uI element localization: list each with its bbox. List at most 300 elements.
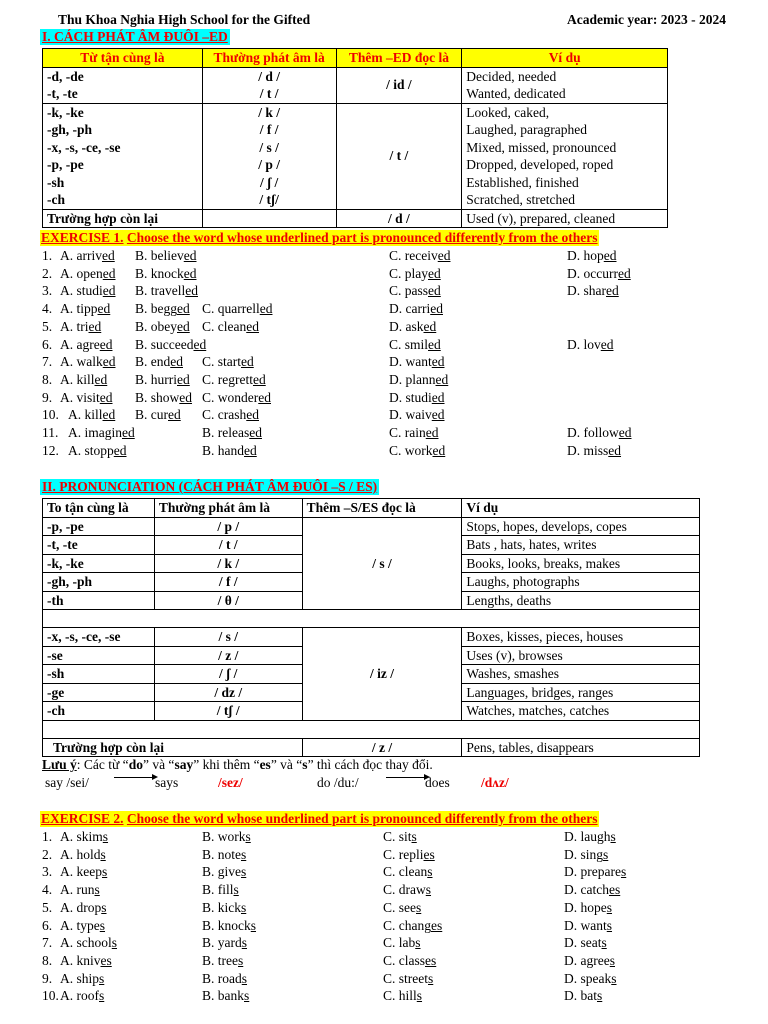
answer-option: [383, 847, 435, 863]
underlined-part: s: [411, 829, 417, 844]
underlined-part: s: [416, 899, 422, 915]
question-number: 2.: [42, 846, 53, 862]
underlined-part: ed: [99, 336, 113, 352]
answer-option: [60, 900, 107, 916]
option-text: C. receiv: [389, 248, 438, 263]
answer-option: [60, 988, 104, 1004]
ending-cell: -x, -s, -ce, -se: [43, 139, 203, 157]
answer-option: [60, 372, 107, 388]
underlined-part: s: [416, 988, 423, 1004]
underlined-part: ed: [241, 354, 254, 370]
underlined-part: ed: [258, 389, 271, 405]
question-number: 8.: [42, 952, 53, 968]
example-cell: Watches, matches, catches: [462, 702, 700, 721]
answer-option: [202, 829, 251, 845]
option-text: D. hop: [567, 248, 604, 263]
answer-option: [135, 283, 198, 299]
underlined-part: ed: [259, 301, 273, 317]
answer-option: [60, 337, 112, 353]
option-text: B. begg: [135, 301, 177, 317]
ending-cell: -p, -pe: [43, 156, 203, 174]
underlined-part: ed: [437, 248, 451, 263]
question-row: [42, 390, 742, 408]
note-do: do: [128, 757, 143, 772]
result-cell: / s /: [302, 517, 462, 610]
answer-option: [389, 354, 445, 370]
underlined-part: s: [238, 952, 244, 968]
col-header: Ví dụ: [462, 499, 700, 518]
option-text: B. succeed: [135, 336, 194, 352]
option-text: C. hill: [383, 988, 417, 1004]
option-text: B. bank: [202, 988, 244, 1004]
option-text: C. clean: [383, 864, 428, 880]
underlined-part: ed: [432, 442, 446, 458]
underlined-part: s: [245, 829, 251, 844]
underlined-part: ed: [99, 389, 113, 405]
ending-cell: -t, -te: [43, 536, 155, 555]
sound-cell: / k /: [154, 554, 302, 573]
underlined-part: ed: [252, 371, 266, 387]
answer-option: [68, 407, 115, 423]
question-number: 11.: [42, 425, 59, 440]
answer-option: [383, 918, 442, 934]
option-text: A. imagin: [68, 425, 122, 440]
example-cell: Looked, caked,: [462, 103, 668, 121]
question-row: [42, 900, 742, 918]
underlined-part: s: [597, 988, 603, 1004]
sound-cell: / p /: [202, 156, 336, 174]
sound-cell: / t /: [154, 536, 302, 555]
underlined-part: ed: [428, 336, 441, 352]
option-text: C. chang: [383, 917, 431, 933]
question-row: [42, 372, 742, 390]
option-text: C. work: [389, 442, 433, 458]
question-row: [42, 354, 742, 372]
does-word: does: [425, 775, 450, 790]
underlined-part: ed: [244, 442, 257, 458]
result-cell: / iz /: [302, 628, 462, 721]
underlined-part: ed: [101, 248, 115, 263]
option-text: C. quarrell: [202, 301, 260, 317]
question-row: [42, 425, 742, 443]
option-text: A. type: [60, 917, 100, 933]
option-text: C. pass: [389, 283, 429, 299]
answer-option: [60, 918, 105, 934]
example-cell: Wanted, dedicated: [462, 85, 668, 103]
question-number: 8.: [42, 371, 53, 387]
option-text: A. open: [60, 265, 103, 281]
academic-year-label: Academic year: [567, 12, 653, 27]
underlined-part: ed: [177, 371, 190, 387]
option-text: C. play: [389, 265, 428, 281]
answer-option: [564, 988, 602, 1004]
option-text: B. show: [135, 389, 180, 405]
col-header: Thêm –S/ES đọc là: [302, 499, 462, 518]
underlined-part: s: [606, 899, 613, 915]
option-text: B. kick: [202, 899, 241, 915]
option-text: A. roof: [60, 988, 99, 1004]
ending-cell: -x, -s, -ce, -se: [43, 628, 155, 647]
option-text: B. work: [202, 829, 246, 844]
answer-option: [567, 248, 617, 264]
option-text: C. street: [383, 970, 428, 986]
option-text: D. plann: [389, 371, 436, 387]
underlined-part: s: [606, 917, 613, 933]
arrow-icon: [114, 777, 156, 778]
option-text: D. prepare: [564, 864, 621, 880]
answer-option: [60, 248, 115, 264]
section1-title: I. CÁCH PHÁT ÂM ĐUÔI –ED: [42, 29, 228, 44]
ending-cell: -d, -de: [43, 67, 203, 85]
option-text: C. see: [383, 899, 416, 915]
question-number: 1.: [42, 248, 53, 263]
option-text: B. knock: [202, 917, 251, 933]
option-text: D. hope: [564, 899, 607, 915]
ending-cell: -k, -ke: [43, 554, 155, 573]
answer-option: [564, 953, 615, 969]
underlined-part: s: [620, 864, 627, 880]
sound-cell: / d /: [202, 67, 336, 85]
option-text: D. sing: [564, 846, 604, 862]
option-text: A. kill: [68, 407, 103, 423]
col-header: Thường phát âm là: [202, 49, 336, 68]
option-text: A. hold: [60, 846, 101, 862]
underlined-part: s: [244, 988, 250, 1004]
answer-option: [564, 971, 617, 987]
answer-option: [389, 319, 436, 335]
option-text: D. agree: [564, 952, 610, 968]
answer-option: [202, 319, 259, 335]
exercise1-title: [40, 230, 599, 246]
answer-option: [202, 443, 257, 459]
option-text: D. laugh: [564, 829, 611, 844]
note-label: Lưu ý: [42, 757, 77, 772]
sound-cell: [202, 209, 336, 228]
underlined-part: s: [99, 970, 105, 986]
option-text: A. tipp: [60, 301, 98, 317]
result-cell: / id /: [336, 67, 462, 103]
option-text: D. want: [389, 354, 432, 370]
sound-cell: / s /: [154, 628, 302, 647]
question-number: 4.: [42, 882, 53, 898]
answer-option: [202, 425, 262, 441]
answer-option: [60, 882, 100, 898]
underlined-part: s: [601, 935, 607, 951]
option-text: D. seat: [564, 935, 602, 951]
underlined-part: ed: [177, 318, 190, 334]
underlined-part: s: [241, 846, 247, 862]
ending-cell: -th: [43, 591, 155, 610]
answer-option: [383, 900, 421, 916]
section2-title: II. PRONUNCIATION (CÁCH PHÁT ÂM ĐUÔI –S / ES): [42, 479, 378, 494]
underlined-part: s: [102, 829, 109, 844]
answer-option: [60, 319, 101, 335]
option-text: D. carri: [389, 301, 431, 317]
exercise1-instruction: Choose the word whose underlined part is pronounced differently from the others: [126, 230, 598, 245]
spacer-row: [43, 610, 700, 628]
underlined-part: ed: [428, 283, 441, 299]
underlined-part: s: [101, 899, 107, 915]
answer-option: [202, 953, 243, 969]
answer-option: [567, 425, 632, 441]
answer-option: [68, 425, 135, 441]
underlined-part: es: [431, 917, 443, 933]
underlined-part: s: [99, 917, 106, 933]
option-text: D. speak: [564, 970, 612, 986]
option-text: C. start: [202, 354, 241, 370]
example-cell: Washes, smashes: [462, 665, 700, 684]
option-text: A. arriv: [60, 248, 102, 263]
school-name: Thu Khoa Nghia High School for the Gifted: [58, 12, 311, 27]
academic-year-value: 2023 - 2024: [660, 12, 726, 27]
answer-option: [60, 283, 116, 299]
table-row: [43, 628, 700, 647]
example-cell: Lengths, deaths: [462, 591, 700, 610]
question-row: [42, 847, 742, 865]
question-row: [42, 935, 742, 953]
question-row: [42, 337, 742, 355]
option-text: A. ship: [60, 970, 100, 986]
question-row: [42, 829, 742, 847]
answer-option: [60, 354, 116, 370]
answer-option: [202, 301, 272, 317]
question-number: 6.: [42, 336, 53, 352]
spacer-cell: [43, 720, 700, 738]
question-row: [42, 882, 742, 900]
answer-option: [383, 882, 431, 898]
option-text: B. yard: [202, 935, 242, 951]
underlined-part: ed: [102, 407, 116, 423]
does-ipa: /dʌz/: [481, 775, 509, 790]
underlined-part: ed: [431, 389, 445, 405]
underlined-part: s: [99, 988, 105, 1004]
spacer-row: [43, 720, 700, 738]
underlined-part: ed: [168, 407, 181, 423]
example-cell: Used (v), prepared, cleaned: [462, 209, 668, 228]
question-row: [42, 443, 742, 461]
question-number: 4.: [42, 301, 53, 317]
underlined-part: es: [608, 882, 621, 898]
option-text: B. travell: [135, 283, 186, 299]
question-number: 1.: [42, 829, 53, 844]
answer-option: [135, 248, 197, 264]
underlined-part: s: [241, 935, 248, 951]
example-cell: Laughed, paragraphed: [462, 121, 668, 139]
answer-option: [389, 337, 441, 353]
underlined-part: s: [603, 846, 609, 862]
ending-cell: -gh, -ph: [43, 121, 203, 139]
note-text: ” và “: [142, 757, 175, 772]
sound-cell: / t /: [202, 85, 336, 103]
sound-cell: / θ /: [154, 591, 302, 610]
question-row: [42, 864, 742, 882]
underlined-part: s: [428, 970, 434, 986]
underlined-part: ed: [603, 248, 617, 263]
say-ipa: say /sei/: [45, 775, 89, 790]
option-text: C. smil: [389, 336, 429, 352]
answer-option: [60, 935, 117, 951]
question-number: 9.: [42, 389, 53, 405]
sound-cell: / p /: [154, 517, 302, 536]
example-cell: Uses (v), browses: [462, 646, 700, 665]
answer-option: [564, 864, 626, 880]
answer-option: [60, 829, 108, 845]
note-text: ” và “: [270, 757, 303, 772]
answer-option: [202, 354, 254, 370]
answer-option: [135, 407, 181, 423]
question-row: [42, 407, 742, 425]
ending-cell: -p, -pe: [43, 517, 155, 536]
question-row: [42, 248, 742, 266]
table-row: [43, 738, 700, 757]
question-number: 10.: [42, 988, 59, 1004]
exercise2-title: [40, 811, 599, 827]
note-text: ” khi thêm “: [193, 757, 260, 772]
answer-option: [60, 390, 113, 406]
result-cell: / z /: [302, 738, 462, 757]
sound-cell: / ʃ /: [154, 665, 302, 684]
option-text: A. run: [60, 882, 95, 898]
question-number: 5.: [42, 899, 53, 915]
underlined-part: ed: [431, 354, 445, 370]
option-text: C. lab: [383, 935, 416, 951]
underlined-part: ed: [618, 425, 632, 440]
page-header: [58, 12, 748, 30]
answer-option: [202, 372, 266, 388]
question-number: 2.: [42, 265, 53, 281]
underlined-part: ed: [428, 265, 441, 281]
answer-option: [564, 847, 608, 863]
underlined-part: s: [100, 846, 106, 862]
underlined-part: ed: [435, 371, 449, 387]
ending-cell: Trường hợp còn lại: [43, 738, 303, 757]
option-text: D. studi: [389, 389, 432, 405]
sound-cell: / tʃ /: [154, 702, 302, 721]
table-row: [43, 209, 668, 228]
option-text: D. want: [564, 917, 607, 933]
option-text: D. waiv: [389, 407, 432, 423]
answer-option: [202, 988, 249, 1004]
answer-option: [202, 407, 259, 423]
question-number: 10.: [42, 407, 59, 423]
answer-option: [135, 337, 206, 353]
option-text: B. knock: [135, 265, 184, 281]
example-cell: Established, finished: [462, 174, 668, 192]
answer-option: [567, 337, 614, 353]
option-text: B. hand: [202, 442, 244, 458]
option-text: C. clean: [202, 318, 247, 334]
underlined-part: ed: [608, 442, 622, 458]
example-cell: Boxes, kisses, pieces, houses: [462, 628, 700, 647]
answer-option: [202, 847, 246, 863]
answer-option: [567, 266, 631, 282]
option-text: D. lov: [567, 336, 601, 352]
option-text: B. give: [202, 864, 241, 880]
ending-cell: -k, -ke: [43, 103, 203, 121]
option-text: A. skim: [60, 829, 103, 844]
answer-option: [389, 372, 448, 388]
answer-option: [383, 971, 433, 987]
underlined-part: ed: [246, 407, 259, 423]
ed-table: [42, 48, 668, 228]
question-number: 3.: [42, 864, 53, 880]
option-text: A. kniv: [60, 952, 101, 968]
ending-cell: Trường hợp còn lại: [43, 209, 203, 228]
underlined-part: ed: [600, 336, 614, 352]
exercise2-label: EXERCISE 2.: [41, 811, 124, 826]
question-number: 3.: [42, 283, 53, 299]
example-cell: Bats , hats, hates, writes: [462, 536, 700, 555]
option-text: B. end: [135, 354, 171, 370]
underlined-part: es: [425, 952, 437, 968]
question-number: 12.: [42, 442, 59, 458]
ending-cell: -ch: [43, 702, 155, 721]
sound-cell: / ʃ /: [202, 174, 336, 192]
option-text: A. agre: [60, 336, 100, 352]
sound-cell: / f /: [202, 121, 336, 139]
underlined-part: ed: [185, 283, 198, 299]
sound-cell: / tʃ/: [202, 191, 336, 209]
answer-option: [389, 443, 445, 459]
answer-option: [389, 248, 450, 264]
underlined-part: s: [241, 899, 247, 915]
answer-option: [564, 882, 620, 898]
exercise2-instruction: Choose the word whose underlined part is pronounced differently from the others: [126, 811, 598, 826]
answer-option: [383, 935, 421, 951]
answer-option: [60, 864, 107, 880]
note-line: [42, 757, 433, 773]
option-text: B. road: [202, 970, 242, 986]
note-examples: [42, 775, 742, 793]
answer-option: [389, 266, 441, 282]
ending-cell: -t, -te: [43, 85, 203, 103]
ending-cell: -ch: [43, 191, 203, 209]
underlined-part: ed: [617, 265, 631, 281]
sound-cell: / dz /: [154, 683, 302, 702]
question-number: 5.: [42, 318, 53, 334]
underlined-part: s: [111, 935, 118, 951]
answer-option: [135, 390, 192, 406]
answer-option: [135, 301, 190, 317]
underlined-part: ed: [431, 407, 445, 423]
underlined-part: ed: [430, 301, 443, 317]
answer-option: [202, 971, 247, 987]
example-cell: Decided, needed: [462, 67, 668, 85]
question-number: 7.: [42, 354, 53, 370]
option-text: B. hurri: [135, 371, 177, 387]
underlined-part: s: [609, 952, 615, 968]
answer-option: [202, 935, 247, 951]
underlined-part: ed: [94, 371, 108, 387]
example-cell: Pens, tables, disappears: [462, 738, 700, 757]
do-ipa: do /du:/: [317, 775, 359, 790]
note-s: s: [302, 757, 308, 772]
underlined-part: ed: [88, 318, 102, 334]
answer-option: [135, 372, 190, 388]
option-text: C. regrett: [202, 371, 253, 387]
option-text: D. occurr: [567, 265, 618, 281]
says-ipa: /sez/: [218, 775, 243, 790]
example-cell: Languages, bridges, ranges: [462, 683, 700, 702]
option-text: D. shar: [567, 283, 606, 299]
question-row: [42, 266, 742, 284]
underlined-part: s: [610, 829, 616, 844]
option-text: A. keep: [60, 864, 102, 880]
example-cell: Dropped, developed, roped: [462, 156, 668, 174]
answer-option: [202, 900, 246, 916]
answer-option: [389, 425, 439, 441]
option-text: B. note: [202, 846, 241, 862]
